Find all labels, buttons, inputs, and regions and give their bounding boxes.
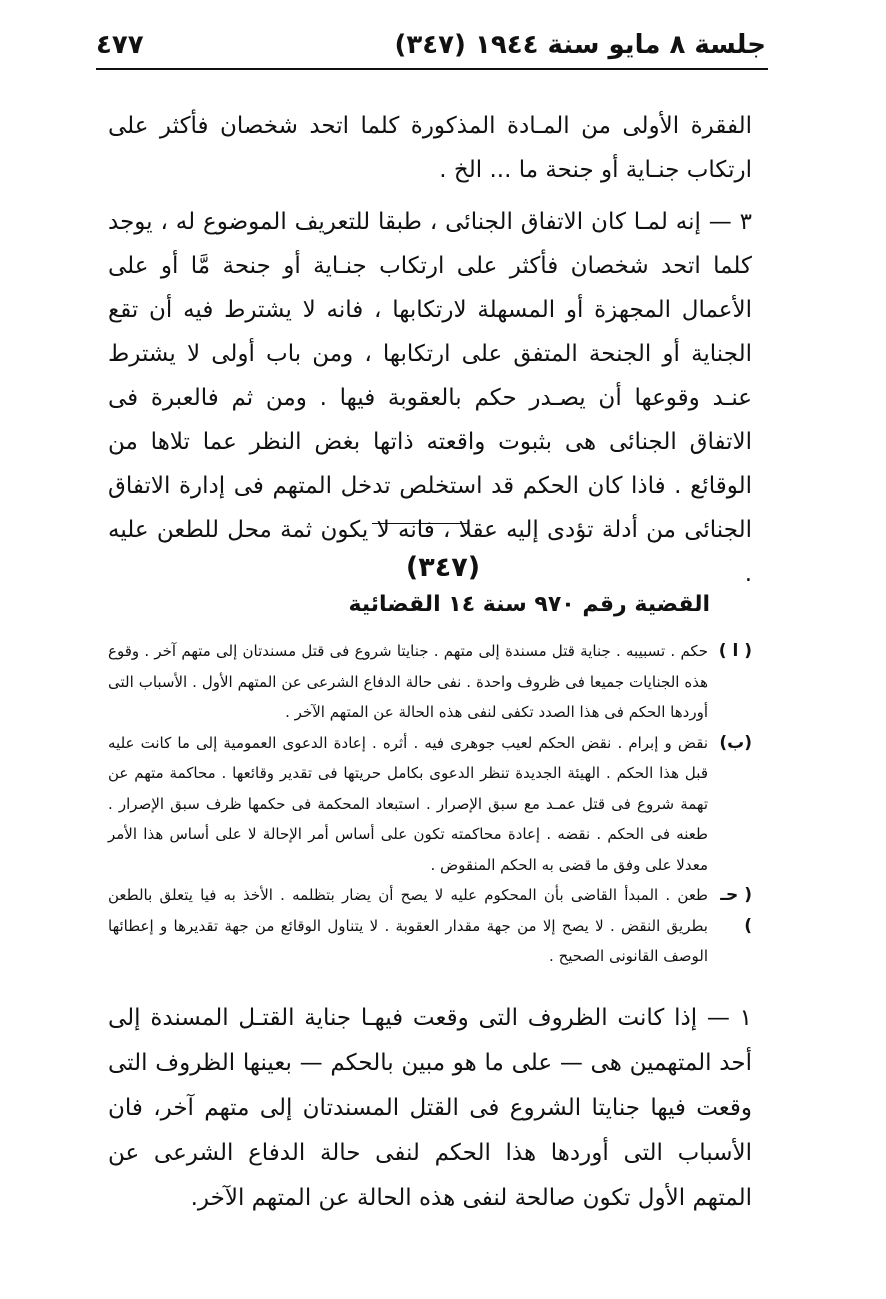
- case-title: القضية رقم ٩٧٠ سنة ١٤ القضائية: [348, 592, 710, 617]
- headnote-b: [108, 728, 752, 881]
- point-1-paragraph: ١ — إذا كانت الظروف التى وقعت فيهـا جناية القتـل المسندة إلى أحد المتهمين هى — على ما هو مبين بالحكم — بعينها الظروف التى وقعت فيها جنايتا الشروع فى القتل المسندتان إلى متهم آخر، فان الأسباب التى أوردها هذا الحكم لنفى حالة الدفاع الشرعى عن المتهم الأول تكون صالحة لنفى هذه الحالة عن المتهم الآخر.: [108, 1005, 752, 1211]
- headnote-label: (ب): [719, 732, 752, 753]
- page-number: ٤٧٧: [96, 30, 144, 60]
- intro-paragraph: الفقرة الأولى من المـادة المذكورة كلما اتحد شخصان فأكثر على ارتكاب جنـاية أو جنحة ما ... الخ .: [108, 113, 752, 183]
- headnotes: [108, 636, 752, 972]
- headnote-text: طعن . المبدأ القاضى بأن المحكوم عليه لا يصح أن يضار بتظلمه . الأخذ به فيا يتعلق بالطعن بطريق النقض . لا يصح إلا من جهة مقدار العقوبة . لا يتناول الوقائع من جهة تقديرها و إعطائها الوصف القانونى الصحيح .: [108, 886, 708, 965]
- headnote-text: نقض و إبرام . نقض الحكم لعيب جوهرى فيه . أثره . إعادة الدعوى العمومية إلى ما كانت عليه قبل هذا الحكم . الهيئة الجديدة تنظر الدعوى بكامل حريتها فى تقدير وقائعها . محاكمة متهم عن تهمة شروع فى قتل عمـد مع سبق الإصرار . استبعاد المحكمة فى حكمها ظرف سبق الإصرار . طعنه فى الحكم . نقضه . إعادة محاكمته تكون على أساس أمر الإحالة لا على أساس هذا الأمر معدلا على وفق ما قضى به الحكم المنقوض .: [108, 733, 708, 874]
- section-divider: [372, 523, 468, 524]
- case-number: (٣٤٧): [405, 552, 481, 583]
- page-header: [96, 30, 766, 70]
- headnote-text: حكم . تسبيبه . جناية قتل مسندة إلى متهم . جنايتا شروع فى قتل مسندتان إلى متهم آخر . وقوع هذه الجنايات جميعا فى ظروف واحدة . نفى حالة الدفاع الشرعى عن المتهم الأول . الأسباب التى أوردها الحكم فى هذا الصدد تكفى لنفى هذه الحالة عن المتهم الآخر .: [108, 642, 708, 721]
- point-3-paragraph: ٣ — إنه لمـا كان الاتفاق الجنائى ، طبقا للتعريف الموضوع له ، يوجد كلما اتحد شخصان فأكثر على ارتكاب جنـاية أو جنحة مَّا أو على الأعمال المجهزة أو المسهلة لارتكابها ، فانه لا يشترط فيه أن تقع الجناية أو الجنحة المتفق على ارتكابها ، ومن باب أولى لا يشترط عنـد وقوعها أن يصـدر حكم بالعقوبة فيها . ومن ثم فالعبرة فى الاتفاق الجنائى هى بثبوت واقعته ذاتها بغض النظر عما تلاها من الوقائع . فاذا كان الحكم قد استخلص تدخل المتهم فى إدارة الاتفاق الجنائى من أدلة تؤدى إليه عقلا ، فانه لا يكون ثمة محل للطعن عليه .: [108, 209, 752, 587]
- headnote-label: ( ا ): [718, 641, 752, 661]
- running-head: جلسة ٨ مايو سنة ١٩٤٤ (٣٤٧): [394, 30, 766, 60]
- headnote-c: [108, 880, 752, 972]
- headnote-label: ( حـ ): [720, 885, 752, 936]
- header-rule: [96, 68, 768, 70]
- headnote-a: [108, 636, 752, 728]
